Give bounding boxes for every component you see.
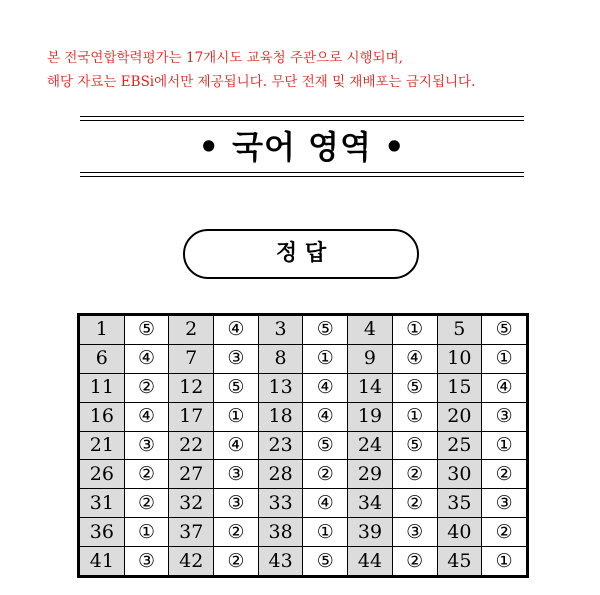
answer-choice: ① bbox=[124, 518, 169, 547]
question-number: 21 bbox=[80, 431, 125, 460]
answer-choice: ③ bbox=[124, 547, 169, 576]
question-number: 1 bbox=[80, 316, 125, 345]
question-number: 41 bbox=[80, 547, 125, 576]
question-number: 37 bbox=[169, 518, 214, 547]
question-number: 8 bbox=[258, 344, 303, 373]
answer-table bbox=[77, 313, 529, 578]
question-number: 25 bbox=[437, 431, 482, 460]
answer-choice: ④ bbox=[392, 344, 437, 373]
answer-row bbox=[80, 344, 527, 373]
answer-row bbox=[80, 489, 527, 518]
question-number: 35 bbox=[437, 489, 482, 518]
answer-choice: ⑤ bbox=[214, 373, 259, 402]
notice-line-1: 본 전국연합학력평가는 17개시도 교육청 주관으로 시행되며, bbox=[47, 50, 403, 66]
question-number: 11 bbox=[80, 373, 125, 402]
answer-row bbox=[80, 518, 527, 547]
answer-choice: ① bbox=[482, 344, 527, 373]
copyright-notice bbox=[47, 46, 587, 94]
answer-choice: ④ bbox=[482, 373, 527, 402]
answer-choice: ② bbox=[482, 518, 527, 547]
answer-choice: ① bbox=[303, 344, 348, 373]
question-number: 3 bbox=[258, 316, 303, 345]
answer-choice: ③ bbox=[482, 489, 527, 518]
answer-choice: ⑤ bbox=[303, 547, 348, 576]
answer-choice: ② bbox=[124, 489, 169, 518]
answer-choice: ② bbox=[214, 518, 259, 547]
subject-title: • 국어 영역 • bbox=[198, 128, 406, 166]
question-number: 13 bbox=[258, 373, 303, 402]
answer-row bbox=[80, 316, 527, 345]
question-number: 4 bbox=[348, 316, 393, 345]
answer-heading: 정 답 bbox=[183, 229, 419, 279]
question-number: 20 bbox=[437, 402, 482, 431]
title-rule-bottom-outer bbox=[80, 176, 524, 177]
question-number: 33 bbox=[258, 489, 303, 518]
answer-row bbox=[80, 373, 527, 402]
answer-choice: ① bbox=[482, 547, 527, 576]
question-number: 30 bbox=[437, 460, 482, 489]
answer-choice: ③ bbox=[214, 344, 259, 373]
question-number: 38 bbox=[258, 518, 303, 547]
answer-choice: ⑤ bbox=[303, 316, 348, 345]
answer-choice: ③ bbox=[214, 489, 259, 518]
answer-choice: ① bbox=[392, 402, 437, 431]
question-number: 16 bbox=[80, 402, 125, 431]
answer-choice: ① bbox=[482, 431, 527, 460]
question-number: 29 bbox=[348, 460, 393, 489]
question-number: 22 bbox=[169, 431, 214, 460]
title-rule-top-outer bbox=[80, 116, 524, 117]
question-number: 18 bbox=[258, 402, 303, 431]
answer-choice: ⑤ bbox=[124, 316, 169, 345]
question-number: 19 bbox=[348, 402, 393, 431]
question-number: 34 bbox=[348, 489, 393, 518]
question-number: 44 bbox=[348, 547, 393, 576]
answer-choice: ② bbox=[124, 373, 169, 402]
answer-choice: ② bbox=[124, 460, 169, 489]
answer-choice: ⑤ bbox=[303, 431, 348, 460]
answer-choice: ① bbox=[303, 518, 348, 547]
answer-choice: ④ bbox=[124, 344, 169, 373]
question-number: 23 bbox=[258, 431, 303, 460]
question-number: 12 bbox=[169, 373, 214, 402]
question-number: 40 bbox=[437, 518, 482, 547]
question-number: 17 bbox=[169, 402, 214, 431]
answer-choice: ④ bbox=[124, 402, 169, 431]
answer-choice: ② bbox=[392, 460, 437, 489]
answer-choice: ③ bbox=[214, 460, 259, 489]
question-number: 32 bbox=[169, 489, 214, 518]
question-number: 15 bbox=[437, 373, 482, 402]
answer-choice: ② bbox=[392, 489, 437, 518]
question-number: 6 bbox=[80, 344, 125, 373]
answer-choice: ⑤ bbox=[392, 373, 437, 402]
title-rule-bottom-inner bbox=[80, 172, 524, 173]
answer-row bbox=[80, 431, 527, 460]
answer-choice: ① bbox=[214, 402, 259, 431]
question-number: 24 bbox=[348, 431, 393, 460]
question-number: 10 bbox=[437, 344, 482, 373]
answer-choice: ③ bbox=[124, 431, 169, 460]
answer-choice: ⑤ bbox=[482, 316, 527, 345]
question-number: 9 bbox=[348, 344, 393, 373]
question-number: 5 bbox=[437, 316, 482, 345]
answer-row bbox=[80, 402, 527, 431]
question-number: 45 bbox=[437, 547, 482, 576]
answer-choice: ③ bbox=[482, 402, 527, 431]
question-number: 43 bbox=[258, 547, 303, 576]
answer-choice: ② bbox=[392, 547, 437, 576]
question-number: 14 bbox=[348, 373, 393, 402]
answer-choice: ④ bbox=[214, 431, 259, 460]
answer-choice: ② bbox=[214, 547, 259, 576]
answer-choice: ② bbox=[482, 460, 527, 489]
question-number: 28 bbox=[258, 460, 303, 489]
answer-row bbox=[80, 460, 527, 489]
title-rule-top-inner bbox=[80, 120, 524, 121]
answer-choice: ④ bbox=[303, 402, 348, 431]
question-number: 2 bbox=[169, 316, 214, 345]
notice-line-2: 해당 자료는 EBSi에서만 제공됩니다. 무단 전재 및 재배포는 금지됩니다. bbox=[47, 74, 476, 90]
answer-choice: ④ bbox=[303, 373, 348, 402]
question-number: 39 bbox=[348, 518, 393, 547]
answer-choice: ② bbox=[303, 460, 348, 489]
question-number: 42 bbox=[169, 547, 214, 576]
answer-row bbox=[80, 547, 527, 576]
question-number: 27 bbox=[169, 460, 214, 489]
question-number: 36 bbox=[80, 518, 125, 547]
question-number: 7 bbox=[169, 344, 214, 373]
question-number: 26 bbox=[80, 460, 125, 489]
answer-choice: ③ bbox=[392, 518, 437, 547]
question-number: 31 bbox=[80, 489, 125, 518]
answer-choice: ④ bbox=[214, 316, 259, 345]
answer-choice: ⑤ bbox=[392, 431, 437, 460]
answer-choice: ① bbox=[392, 316, 437, 345]
answer-choice: ④ bbox=[303, 489, 348, 518]
